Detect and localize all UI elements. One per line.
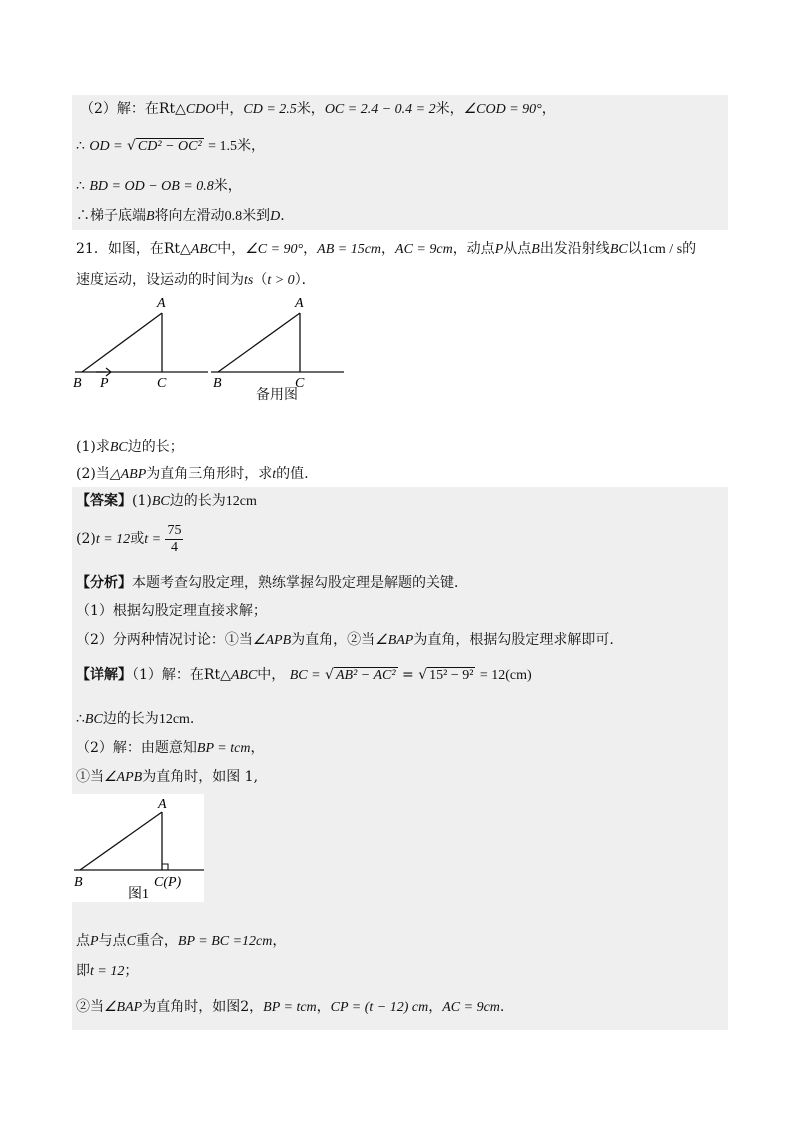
q21-part1: (1)求BC边的长； — [76, 439, 184, 455]
answer-line1: 【答案】(1)BC边的长为12cm — [76, 493, 257, 509]
label-C: C — [157, 376, 167, 391]
label-P: P — [100, 376, 109, 391]
label-B: B — [74, 875, 83, 890]
detail-line5: 点P与点C重合，BP = BC =12cm， — [76, 933, 287, 949]
sol20-line2: ∴ OD = √ CD² − OC² = 1.5米， — [76, 138, 266, 154]
detail-line6: 即t = 12； — [76, 963, 139, 979]
q21-part2: (2)当△ABP为直角三角形时，求t的值. — [76, 466, 309, 482]
label-A: A — [295, 296, 304, 311]
sol20-line4: ∴梯子底端B将向左滑动0.8米到D. — [76, 208, 285, 224]
analysis-line2: （1）根据勾股定理直接求解； — [76, 603, 267, 619]
triangle-figure-backup — [206, 292, 346, 392]
detail-line2: ∴BC边的长为12cm. — [76, 711, 195, 727]
analysis-line3: （2）分两种情况讨论：①当∠APB为直角，②当∠BAP为直角，根据勾股定理求解即可. — [76, 632, 614, 648]
detail-line4: ①当∠APB为直角时，如图 1, — [76, 769, 259, 785]
label-CP: C(P) — [154, 875, 182, 890]
detail-line7: ②当∠BAP为直角时，如图2，BP = tcm，CP = (t − 12) cm，AC = 9cm. — [76, 999, 505, 1015]
triangle-figure-main — [70, 292, 210, 392]
analysis-line1: 【分析】本题考查勾股定理，熟练掌握勾股定理是解题的关键． — [76, 575, 468, 591]
label-B: B — [213, 376, 222, 391]
detail-line1: 【详解】（1）解：在Rt△ABC中， BC = √ AB² − AC² = √ 15² − 9² = 12(cm) — [76, 667, 532, 683]
label-C: C — [295, 376, 305, 391]
label-A: A — [157, 296, 166, 311]
q21-line1: 21．如图，在Rt△ABC中，∠C = 90°，AB = 15cm，AC = 9cm，动点P从点B出发沿射线BC以1cm / s的 — [76, 241, 697, 257]
q21-line2: 速度运动，设运动的时间为ts（t > 0）． — [76, 272, 316, 288]
backup-figure-caption: 备用图 — [256, 387, 298, 403]
sol20-line3: ∴ BD = OD − OB = 0.8米， — [76, 178, 242, 194]
figure-1-caption: 图1 — [128, 887, 149, 902]
answer-fraction: $\frac{75}{4}$ — [167, 522, 182, 555]
detail-line3: （2）解：由题意知BP = tcm， — [76, 740, 265, 756]
answer-line2: (2)t = 12或t = $\frac{75}{4}$ — [76, 522, 182, 555]
label-A: A — [158, 797, 167, 812]
label-B: B — [73, 376, 82, 391]
triangle-figure-1 — [72, 794, 206, 902]
sol20-line1: （2）解：在Rt△CDO中，CD = 2.5米，OC = 2.4 − 0.4 = 2米，∠COD = 90°， — [80, 101, 556, 117]
